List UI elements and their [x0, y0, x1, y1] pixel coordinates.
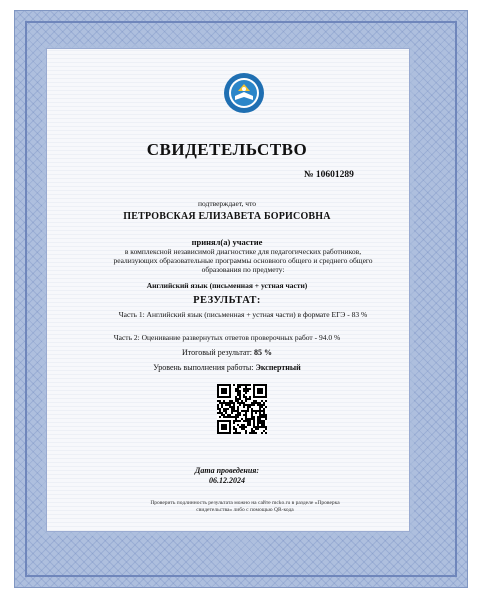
- qr-code-icon[interactable]: [217, 384, 267, 434]
- total-value: 85 %: [253, 348, 272, 357]
- performance-level: [50, 363, 404, 372]
- date-label: Дата проведения:: [194, 466, 260, 475]
- confirms-text: подтверждает, что: [197, 199, 257, 208]
- certificate-title: СВИДЕТЕЛЬСТВО: [146, 140, 308, 159]
- education-emblem-icon: [223, 72, 265, 114]
- certificate-number: № 10601289: [304, 170, 354, 180]
- level-label: Уровень выполнения работы:: [153, 363, 254, 372]
- part1-result: Часть 1: Английский язык (письменная + устная части) в формате ЕГЭ - 83 %: [118, 310, 368, 319]
- subject-name: Английский язык (письменная + устная части): [146, 281, 308, 290]
- total-label: Итоговый результат:: [182, 348, 252, 357]
- participation-text: принял(а) участие: [191, 237, 263, 247]
- total-result: [50, 348, 404, 357]
- date-value: 06.12.2024: [209, 476, 245, 485]
- part2-result: Часть 2: Оценивание развернутых ответов проверочных работ - 94.0 %: [113, 333, 341, 342]
- level-value: Экспертный: [255, 363, 301, 372]
- participant-name: ПЕТРОВСКАЯ ЕЛИЗАВЕТА БОРИСОВНА: [123, 211, 331, 222]
- result-heading: РЕЗУЛЬТАТ:: [193, 295, 261, 306]
- certificate-body: [46, 48, 410, 532]
- verification-note: Проверить подлинность результата можно на сайте mcko.ru в разделе «Проверка свидетельства» либо с помощью QR-кода: [150, 500, 340, 513]
- diagnostic-description: в комплексной независимой диагностике для педагогических работников, реализующих образовательные программы основного общего и среднего общего образования по предмету:: [113, 247, 373, 274]
